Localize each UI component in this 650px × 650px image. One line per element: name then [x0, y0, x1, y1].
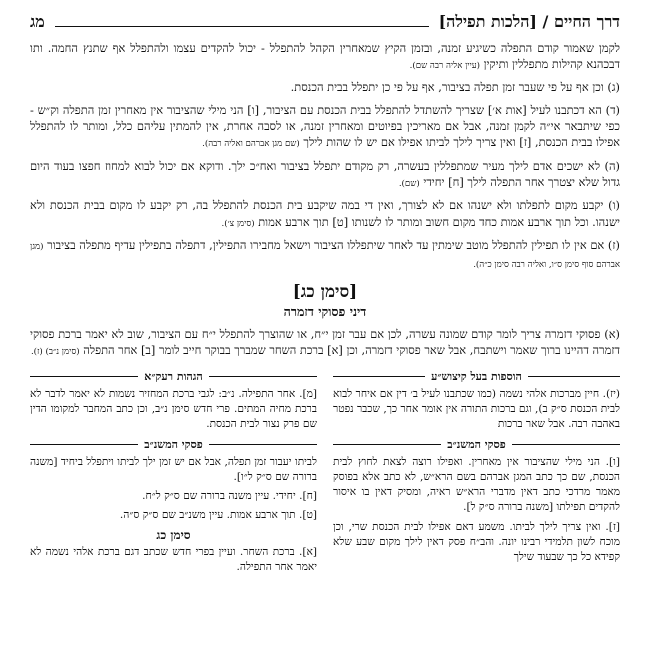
commentary-item: [ט]. תוך ארבע אמות. עיין משנ״ב שם ס״ק ס״ה. — [119, 509, 317, 522]
paragraph — [30, 158, 620, 193]
source-citation: (שם). — [398, 179, 420, 190]
paragraph-text: (ו) יקבע מקום לתפלתו ולא ישנהו אם לא לצורך, ואין די במה שיקבע בית הכנסת להתפלל בה, רק יקבע לו מקום בבית הכנסת ולא ישנהו. וכל תוך ארבע אמות כחד מקום חשוב ומותר לו לשנותו [ט] תוך ארבע אמות — [30, 198, 620, 229]
page-number: מג — [30, 12, 45, 31]
paragraph — [30, 237, 620, 274]
paragraph — [30, 102, 620, 153]
commentary-item: [ו]. הני מילי שהציבור אין מאחרין. ואפילו רוצה לצאת לחוץ לבית הכנסת, שם כך כתב המגן אברהם בשם הרא״ש, לא כתב אלא בפוסק מאמר מרדכי כתב דאין מדברי הרא״ש ראיה, ומסיק דאין בו איסור להקדים תפילתו [משנה ברורה ס״ק ל]. — [333, 455, 620, 514]
commentary-item: [ח]. יחידי. עיין משנה ברורה שם ס״ק ל״ח. — [142, 490, 317, 503]
paragraph-text: (ז) אם אין לו תפילין להתפלל מוטב שימתין עד לאחר שיתפללו הציבור וישאל מחבירו התפילין, דתפלה בתפילין עדיף מתפלה בציבור — [47, 237, 620, 252]
commentary-item: לביתו יעבור זמן תפלה, אבל אם יש זמן ילך לביתו ויתפלל ביחיד [משנה ברורה שם ס״ק ל״ו]. — [30, 455, 317, 483]
paragraph — [30, 79, 620, 97]
column-heading: פסקי המשנ״ב — [333, 437, 620, 452]
header-title: דרך החיים / [הלכות תפילה] — [438, 12, 620, 31]
commentary-columns — [30, 367, 620, 579]
commentary-text: [מ]. אחר התפילה. נ״ב: לגבי ברכת המחזיר נשמות לא יאמר לדבר לא ברכת מחיה המתים. פרי חדש סימן נ״ב, וכן כתב המחבר למקומו הדין שם פרק נצור לבית הכנסת. — [30, 387, 317, 431]
source-citation: (סימן צ׳). — [221, 218, 255, 229]
paragraph-text: (א) פסוקי דזמרה צריך לומר קודם שמונה עשרה, לכן אם עבר זמן י״ח, או שהוצרך להתפלל י״ח עם הציבור, שוב לא יאמר ברכת פסוקי דזמרה דהיינו ברוך שאמר וישתבח, אבל שאר פסוקי דזמרה, וכן [א] ברכת השחר שמברך בבוקר חייב לומר [ב] אחר התפלה — [30, 327, 620, 358]
page-body — [30, 40, 620, 650]
commentary-item: [א]. ברכת השחר. ועיין בפרי חדש שכתב דגם ברכת אלהי נשמה לא יאמר אחר התפילה. — [30, 545, 317, 573]
source-citation: (עיין אליה רבה שם). — [409, 61, 480, 72]
commentary-item: [ז]. ואין צריך לילך לביתו. משמע דאם אפילו לבית הכנסת שרי, וכן מוכח לשון תלמידי רבינו יונה. והב״ח פסק דאין לילך מקום שבע שלא קפידא כל כך שבעוד שילך — [333, 520, 620, 563]
column-heading: פסקי המשנ״ב — [30, 437, 317, 452]
siman-paragraph — [30, 326, 620, 361]
paragraph-text: לקמן שאמור קודם התפלה כשיגיע זמנה, ובזמן הקיץ שמאחרין הקהל להתפלל - יכול להקדים עצמו ולהתפלל אף שתנץ החמה. ותו דבכהנא קהילות מתפללין ותיקין — [30, 41, 620, 72]
paragraph — [30, 197, 620, 232]
paragraph-text: (ג) וכן אף על פי שעבר זמן תפלה בציבור, אף על פי כן יתפלל בבית הכנסת. — [290, 79, 620, 94]
column-heading: הוספות בעל קיצוש״ע — [333, 369, 620, 384]
right-commentary-column — [333, 367, 620, 579]
column-siman-heading: סימן כג — [156, 527, 191, 542]
source-citation: (סימן נ״ב) (ז). — [30, 347, 80, 358]
siman-subtitle: דיני פסוקי דזמרה — [283, 303, 367, 319]
source-citation: (שם מגן אברהם ואליה רבה). — [202, 139, 300, 150]
paragraph-text: (ה) לא ישכים אדם לילך מעיר שמתפללין בעשרה, רק מקודם יתפלל בציבור ואח״כ ילך. ודוקא אם יכול לבוא למחוז חפצו בעוד היום גדול שלא יצטרך אחר התפלה לילך [ח] יחידי — [30, 158, 620, 190]
paragraph — [30, 40, 620, 75]
header-rule — [55, 26, 429, 27]
paragraph-text: (ד) הא דכתבנו לעיל [אות א׳] שצריך להשתדל להתפלל בבית הכנסת עם הציבור, [ו] הני מילי שהציבור אין מאחרין זמן התפלה וק״ש - כפי שיתבאר אי״ה לקמן זמנה, אבל אם מאריכין בפיוטים ומאחרין זמנה, או לסבה אחרת, אין להמתין עליהם כלל, ומותר לו להתפלל אפילו בבית הכנסת, [ז] ואין צריך לילך לביתו אפילו אם יש לו שהות לילך — [30, 102, 620, 150]
source-citation: (מגן אברהם סוף סימן ס״ו, ואליה רבה סימן כ״ה). — [30, 241, 620, 271]
left-commentary-column — [30, 367, 317, 579]
siman-heading: [סימן כג] — [292, 281, 358, 302]
commentary-text: (יז). חיין מברכות אלהי נשמה (כמו שכתבנו לעיל ב׳ דין אם איחר לבוא לבית הכנסת ס״ק ב), וגם ברכות התורה אין אומר אחר כך, שכבר נפטר באהבה רבה. אבל שאר ברכות — [333, 387, 620, 431]
column-heading: הגהות רעק״א — [30, 369, 317, 384]
running-header — [30, 6, 620, 32]
